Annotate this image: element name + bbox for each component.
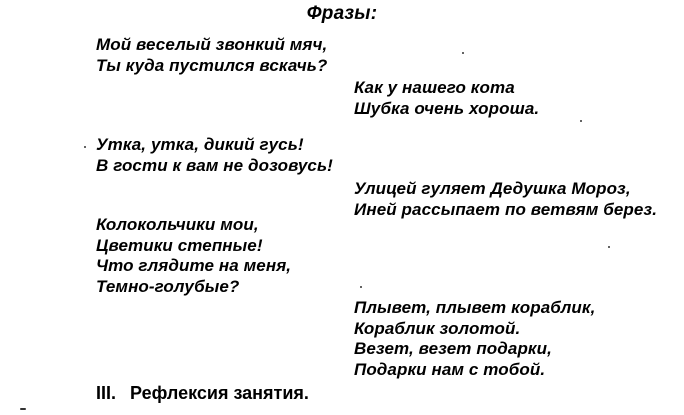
scan-speck <box>608 246 610 248</box>
poem-stanza-boat <box>354 298 595 380</box>
stanza-line: Шубка очень хороша. <box>354 98 540 118</box>
stanza-line: Иней рассыпает по ветвям берез. <box>354 199 658 219</box>
stanza-line: Как у нашего кота <box>354 78 515 97</box>
stanza-line: Подарки нам с тобой. <box>354 359 546 379</box>
stanza-line: Темно-голубые? <box>96 276 240 296</box>
stanza-line: Кораблик золотой. <box>354 318 521 338</box>
poem-stanza-ball <box>96 35 327 76</box>
stanza-line: Мой веселый звонкий мяч, <box>96 35 328 54</box>
poem-stanza-frost <box>354 179 657 220</box>
stanza-line: Ты куда пустился вскачь? <box>96 55 328 75</box>
stanza-line: Везет, везет подарки, <box>354 339 552 358</box>
section-heading <box>96 382 309 404</box>
poem-stanza-cat <box>354 78 539 119</box>
stanza-line: Что глядите на меня, <box>96 256 292 275</box>
stanza-line: В гости к вам не дозовусь! <box>96 155 333 175</box>
scan-speck <box>462 52 464 54</box>
poem-stanza-bells <box>96 215 291 297</box>
section-title: Рефлексия занятия. <box>130 383 309 403</box>
scan-speck <box>580 120 582 122</box>
stanza-line: Колокольчики мои, <box>96 215 259 234</box>
scan-speck <box>360 286 362 288</box>
page-title: Фразы: <box>306 3 378 24</box>
stanza-line: Улицей гуляет Дедушка Мороз, <box>354 179 631 198</box>
section-number: III. <box>96 383 117 403</box>
stanza-line: Плывет, плывет кораблик, <box>354 298 596 317</box>
poem-stanza-duck <box>96 135 333 176</box>
stanza-line: Цветики степные! <box>96 235 263 255</box>
scan-speck <box>20 408 26 410</box>
scan-speck <box>84 146 86 148</box>
stanza-line: Утка, утка, дикий гусь! <box>96 135 304 154</box>
